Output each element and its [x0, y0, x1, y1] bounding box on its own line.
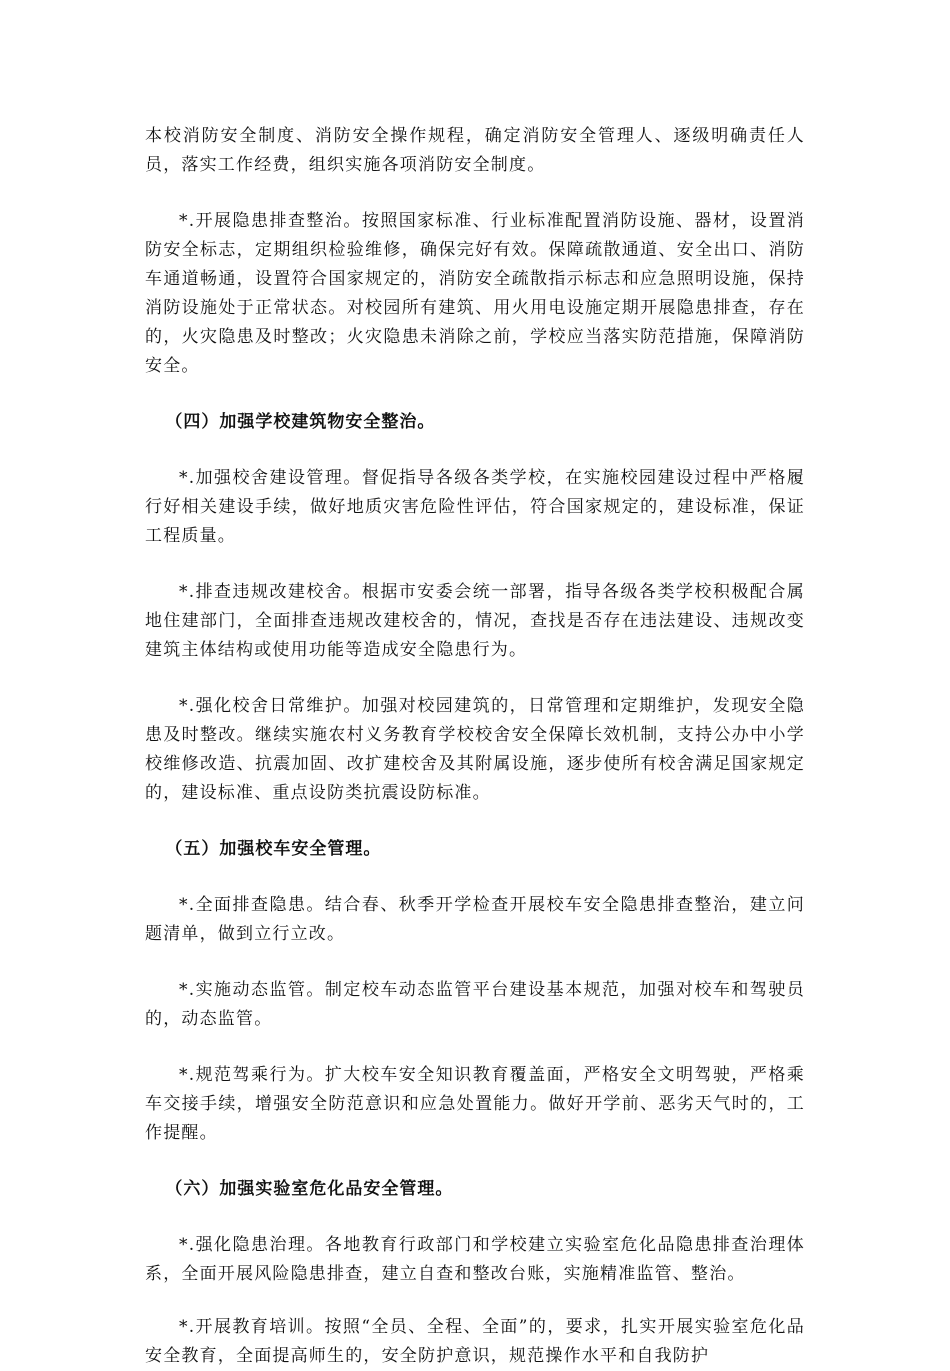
document-page — [145, 122, 805, 1371]
paragraph-school-bus-inspection: *.全面排查隐患。结合春、秋季开学检查开展校车安全隐患排查整治，建立问题清单，做到立行立改。 — [145, 895, 805, 944]
paragraph-dynamic-supervision: *.实施动态监管。制定校车动态监管平台建设基本规范，加强对校车和驾驶员的，动态监管。 — [145, 980, 805, 1029]
section-heading-5: （五）加强校车安全管理。 — [165, 839, 382, 859]
paragraph-hazard-governance: *.强化隐患治理。各地教育行政部门和学校建立实验室危化品隐患排查治理体系，全面开展风险隐患排查，建立自查和整改台账，实施精准监管、整治。 — [145, 1235, 805, 1284]
paragraph-education-training: *.开展教育培训。按照“全员、全程、全面”的，要求，扎实开展实验室危化品安全教育，全面提高师生的，安全防护意识，规范操作水平和自我防护 — [145, 1317, 805, 1366]
paragraph-fire-safety-system: 本校消防安全制度、消防安全操作规程，确定消防安全管理人、逐级明确责任人员，落实工作经费，组织实施各项消防安全制度。 — [145, 126, 805, 175]
paragraph-school-building-management: *.加强校舍建设管理。督促指导各级各类学校，在实施校园建设过程中严格履行好相关建设手续，做好地质灾害危险性评估，符合国家规定的，建设标准，保证工程质量。 — [145, 468, 805, 546]
section-heading-4: （四）加强学校建筑物安全整治。 — [165, 412, 436, 432]
section-heading-6: （六）加强实验室危化品安全管理。 — [165, 1179, 454, 1199]
paragraph-illegal-renovation-check: *.排查违规改建校舍。根据市安委会统一部署，指导各级各类学校积极配合属地住建部门，全面排查违规改建校舍的，情况，查找是否存在违法建设、违规改变建筑主体结构或使用功能等造成安全隐患行为。 — [145, 582, 805, 660]
paragraph-hazard-inspection: *.开展隐患排查整治。按照国家标准、行业标准配置消防设施、器材，设置消防安全标志，定期组织检验维修，确保完好有效。保障疏散通道、安全出口、消防车通道畅通，设置符合国家规定的，消防安全疏散指示标志和应急照明设施，保持消防设施处于正常状态。对校园所有建筑、用火用电设施定期开展隐患排查，存在的，火灾隐患及时整改；火灾隐患未消除之前，学校应当落实防范措施，保障消防安全。 — [145, 211, 805, 376]
paragraph-daily-maintenance: *.强化校舍日常维护。加强对校园建筑的，日常管理和定期维护，发现安全隐患及时整改。继续实施农村义务教育学校校舍安全保障长效机制，支持公办中小学校维修改造、抗震加固、改扩建校舍及其附属设施，逐步使所有校舍满足国家规定的，建设标准、重点设防类抗震设防标准。 — [145, 696, 805, 803]
paragraph-driving-behavior: *.规范驾乘行为。扩大校车安全知识教育覆盖面，严格安全文明驾驶，严格乘车交接手续，增强安全防范意识和应急处置能力。做好开学前、恶劣天气时的，工作提醒。 — [145, 1065, 805, 1143]
